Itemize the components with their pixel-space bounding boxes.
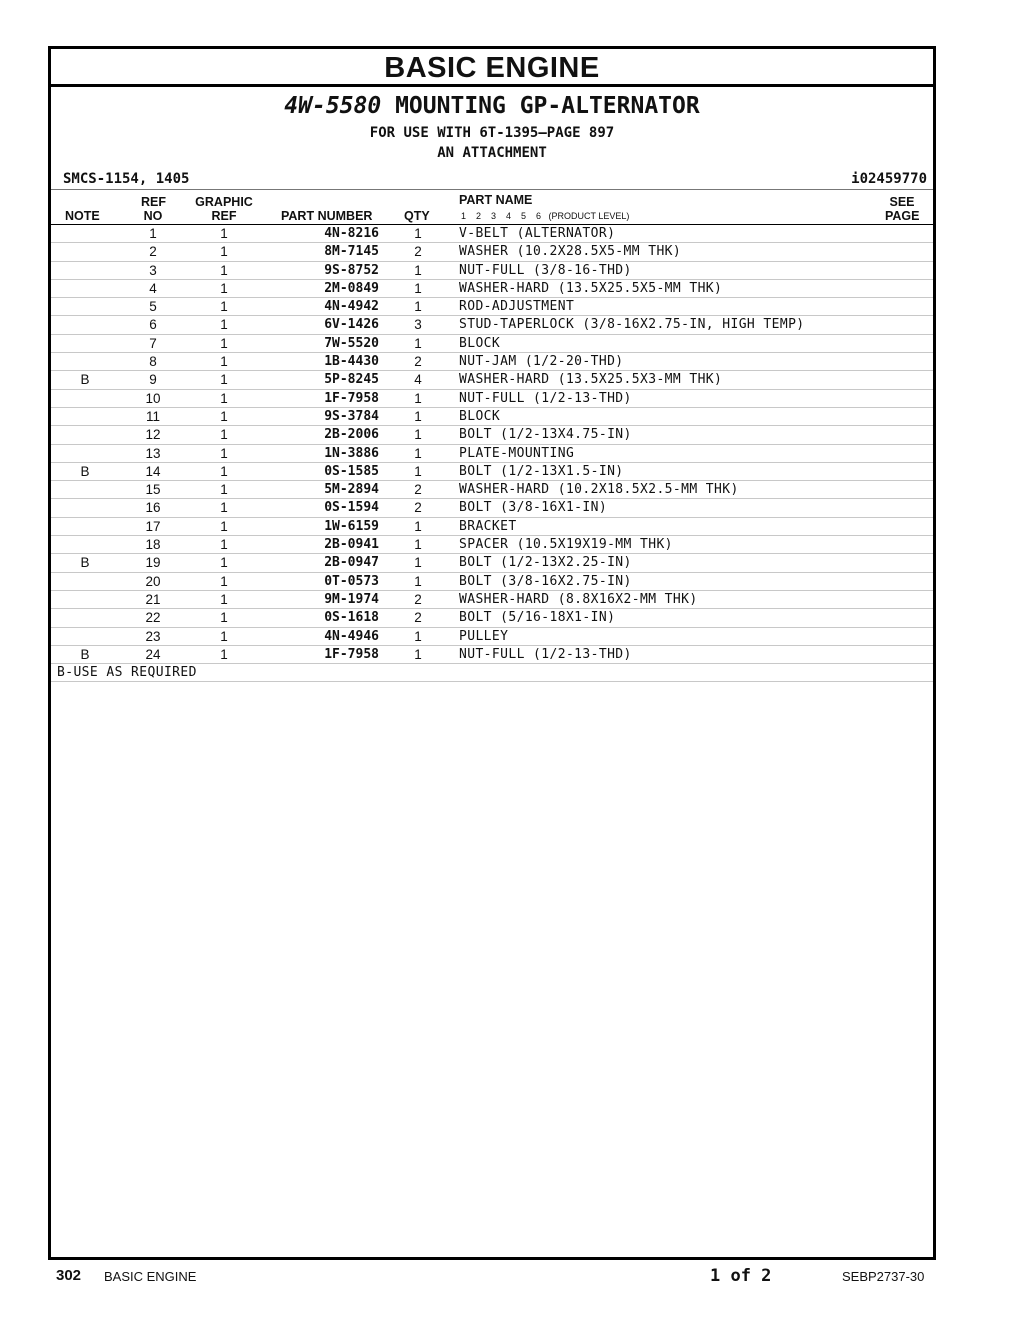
table-row	[51, 353, 933, 371]
row-part-number: 2B-2006	[324, 427, 379, 443]
row-graphic-ref: 1	[220, 427, 228, 443]
row-ref-no: 21	[145, 591, 161, 607]
attachment-note: AN ATTACHMENT	[437, 145, 547, 161]
table-row	[51, 628, 933, 646]
row-qty: 2	[414, 591, 422, 607]
row-graphic-ref: 1	[220, 372, 228, 388]
row-part-name: BOLT (1/2-13X4.75-IN)	[459, 427, 632, 443]
row-part-name: WASHER-HARD (10.2X18.5X2.5-MM THK)	[459, 482, 739, 498]
group-title	[51, 93, 933, 119]
row-qty: 1	[414, 427, 422, 443]
row-qty: 1	[414, 226, 422, 241]
group-part-number: 4W-5580	[284, 93, 382, 119]
row-ref-no: 7	[149, 335, 157, 351]
row-part-number: 4N-4942	[324, 299, 379, 315]
table-row	[51, 371, 933, 389]
row-part-number: 2M-0849	[324, 280, 379, 296]
table-row	[51, 316, 933, 334]
row-part-name: V-BELT (ALTERNATOR)	[459, 226, 616, 241]
row-qty: 1	[414, 646, 422, 662]
table-row	[51, 445, 933, 463]
row-graphic-ref: 1	[220, 628, 228, 644]
table-row	[51, 554, 933, 572]
col-part-number: PART NUMBER	[281, 209, 373, 223]
table-row	[51, 335, 933, 353]
row-part-number: 1N-3886	[324, 445, 379, 461]
row-ref-no: 1	[149, 226, 157, 241]
row-part-name: WASHER-HARD (8.8X16X2-MM THK)	[459, 591, 698, 607]
row-graphic-ref: 1	[220, 354, 228, 370]
row-graphic-ref: 1	[220, 317, 228, 333]
row-part-number: 1F-7958	[324, 646, 379, 662]
row-part-name: ROD-ADJUSTMENT	[459, 299, 575, 315]
row-part-number: 1B-4430	[324, 354, 379, 370]
row-part-number: 0S-1618	[324, 610, 379, 626]
row-part-number: 9M-1974	[324, 591, 379, 607]
row-ref-no: 10	[145, 390, 161, 406]
document-number: SEBP2737-30	[842, 1269, 925, 1284]
row-part-name: BOLT (5/16-18X1-IN)	[459, 610, 616, 626]
row-qty: 1	[414, 555, 422, 571]
row-part-name: BOLT (1/2-13X2.25-IN)	[459, 555, 632, 571]
row-qty: 4	[414, 372, 422, 388]
row-graphic-ref: 1	[220, 299, 228, 315]
row-ref-no: 22	[145, 610, 161, 626]
col-part-name: PART NAME	[459, 193, 533, 207]
row-ref-no: 12	[145, 427, 161, 443]
table-row	[51, 646, 933, 664]
row-qty: 1	[414, 262, 422, 278]
row-graphic-ref: 1	[220, 463, 228, 479]
row-note: B	[80, 463, 90, 479]
row-ref-no: 14	[145, 463, 161, 479]
footer-section: BASIC ENGINE	[104, 1269, 197, 1284]
row-part-name: NUT-FULL (3/8-16-THD)	[459, 262, 632, 278]
row-part-number: 6V-1426	[324, 317, 379, 333]
row-part-name: WASHER-HARD (13.5X25.5X3-MM THK)	[459, 372, 723, 388]
table-row	[51, 463, 933, 481]
row-graphic-ref: 1	[220, 573, 228, 589]
row-graphic-ref: 1	[220, 555, 228, 571]
row-graphic-ref: 1	[220, 646, 228, 662]
col-product-level: 1 2 3 4 5 6 (PRODUCT LEVEL)	[461, 211, 630, 221]
row-graphic-ref: 1	[220, 390, 228, 406]
col-qty: QTY	[404, 209, 430, 223]
table-row	[51, 408, 933, 426]
table-row	[51, 225, 933, 243]
row-part-number: 2B-0941	[324, 537, 379, 553]
row-part-number: 1W-6159	[324, 518, 379, 534]
row-part-number: 4N-8216	[324, 226, 379, 241]
row-qty: 1	[414, 299, 422, 315]
row-qty: 1	[414, 537, 422, 553]
row-note: B	[80, 555, 90, 571]
table-row	[51, 573, 933, 591]
row-ref-no: 3	[149, 262, 157, 278]
row-ref-no: 19	[145, 555, 161, 571]
row-part-name: NUT-JAM (1/2-20-THD)	[459, 354, 624, 370]
row-qty: 3	[414, 317, 422, 333]
row-part-number: 5M-2894	[324, 482, 379, 498]
col-see-bottom: PAGE	[885, 209, 920, 223]
row-graphic-ref: 1	[220, 262, 228, 278]
smcs-code: SMCS-1154, 1405	[63, 171, 190, 187]
row-graphic-ref: 1	[220, 445, 228, 461]
row-graphic-ref: 1	[220, 518, 228, 534]
table-row	[51, 609, 933, 627]
footnote: B-USE AS REQUIRED	[51, 664, 933, 682]
row-ref-no: 2	[149, 244, 157, 260]
row-qty: 2	[414, 500, 422, 516]
row-ref-no: 4	[149, 280, 157, 296]
section-title: BASIC ENGINE	[51, 49, 933, 87]
row-part-name: WASHER-HARD (13.5X25.5X5-MM THK)	[459, 280, 723, 296]
row-graphic-ref: 1	[220, 591, 228, 607]
row-part-name: STUD-TAPERLOCK (3/8-16X2.75-IN, HIGH TEMP)	[459, 317, 805, 333]
row-ref-no: 20	[145, 573, 161, 589]
row-note: B	[80, 646, 90, 662]
row-graphic-ref: 1	[220, 280, 228, 296]
page-number: 302	[56, 1267, 82, 1284]
table-row	[51, 298, 933, 316]
row-part-name: BLOCK	[459, 335, 501, 351]
table-row	[51, 243, 933, 261]
row-qty: 2	[414, 244, 422, 260]
row-part-name: SPACER (10.5X19X19-MM THK)	[459, 537, 673, 553]
row-ref-no: 11	[145, 408, 160, 424]
row-ref-no: 17	[145, 518, 161, 534]
use-with-note: FOR USE WITH 6T-1395—PAGE 897	[369, 125, 615, 141]
table-row	[51, 499, 933, 517]
row-part-number: 7W-5520	[324, 335, 379, 351]
row-qty: 1	[414, 280, 422, 296]
col-see-top: SEE	[889, 195, 915, 209]
table-row	[51, 518, 933, 536]
row-note: B	[80, 372, 90, 388]
row-part-number: 0S-1585	[324, 463, 379, 479]
row-part-number: 8M-7145	[324, 244, 379, 260]
row-part-number: 4N-4946	[324, 628, 379, 644]
row-qty: 1	[414, 445, 422, 461]
row-qty: 1	[414, 390, 422, 406]
row-qty: 2	[414, 482, 422, 498]
row-graphic-ref: 1	[220, 335, 228, 351]
col-graphic-bottom: REF	[211, 209, 237, 223]
parts-list	[51, 225, 933, 664]
row-graphic-ref: 1	[220, 537, 228, 553]
row-part-name: NUT-FULL (1/2-13-THD)	[459, 646, 632, 662]
row-ref-no: 24	[145, 646, 161, 662]
row-part-number: 1F-7958	[324, 390, 379, 406]
row-ref-no: 9	[149, 372, 157, 388]
row-part-number: 0S-1594	[324, 500, 379, 516]
page-footer	[0, 1266, 1020, 1290]
row-qty: 1	[414, 518, 422, 534]
sheet-indicator: 1 of 2	[710, 1266, 772, 1286]
row-graphic-ref: 1	[220, 226, 228, 241]
row-part-name: NUT-FULL (1/2-13-THD)	[459, 390, 632, 406]
row-graphic-ref: 1	[220, 610, 228, 626]
column-headers	[51, 190, 933, 225]
row-ref-no: 18	[145, 537, 161, 553]
row-qty: 2	[414, 610, 422, 626]
row-part-name: BOLT (3/8-16X1-IN)	[459, 500, 608, 516]
row-part-name: PLATE-MOUNTING	[459, 445, 575, 461]
row-qty: 1	[414, 628, 422, 644]
row-ref-no: 6	[149, 317, 157, 333]
col-ref-top: REF	[141, 195, 166, 209]
group-title-block	[51, 87, 933, 190]
row-part-name: BRACKET	[459, 518, 517, 534]
row-ref-no: 23	[145, 628, 161, 644]
row-graphic-ref: 1	[220, 408, 228, 424]
table-row	[51, 390, 933, 408]
row-ref-no: 15	[145, 482, 161, 498]
row-part-number: 2B-0947	[324, 555, 379, 571]
row-part-name: WASHER (10.2X28.5X5-MM THK)	[459, 244, 682, 260]
row-qty: 1	[414, 463, 422, 479]
row-part-number: 0T-0573	[324, 573, 379, 589]
group-name: MOUNTING GP-ALTERNATOR	[395, 93, 700, 119]
row-part-number: 9S-3784	[324, 408, 379, 424]
col-ref-bottom: NO	[143, 209, 163, 223]
table-row	[51, 536, 933, 554]
row-ref-no: 5	[149, 299, 157, 315]
page-frame	[48, 46, 936, 1260]
row-graphic-ref: 1	[220, 482, 228, 498]
row-qty: 2	[414, 354, 422, 370]
table-row	[51, 280, 933, 298]
table-row	[51, 481, 933, 499]
row-part-name: BOLT (1/2-13X1.5-IN)	[459, 463, 624, 479]
col-note: NOTE	[65, 209, 100, 223]
row-qty: 1	[414, 335, 422, 351]
row-part-name: PULLEY	[459, 628, 509, 644]
row-qty: 1	[414, 573, 422, 589]
table-row	[51, 591, 933, 609]
row-graphic-ref: 1	[220, 244, 228, 260]
row-ref-no: 16	[145, 500, 161, 516]
row-ref-no: 8	[149, 354, 157, 370]
table-row	[51, 426, 933, 444]
row-part-number: 5P-8245	[324, 372, 379, 388]
row-qty: 1	[414, 408, 422, 424]
col-graphic-top: GRAPHIC	[195, 195, 253, 209]
table-row	[51, 262, 933, 280]
row-ref-no: 13	[145, 445, 161, 461]
illustration-id: i02459770	[851, 171, 927, 187]
row-part-name: BOLT (3/8-16X2.75-IN)	[459, 573, 632, 589]
row-part-name: BLOCK	[459, 408, 501, 424]
row-graphic-ref: 1	[220, 500, 228, 516]
row-part-number: 9S-8752	[324, 262, 379, 278]
